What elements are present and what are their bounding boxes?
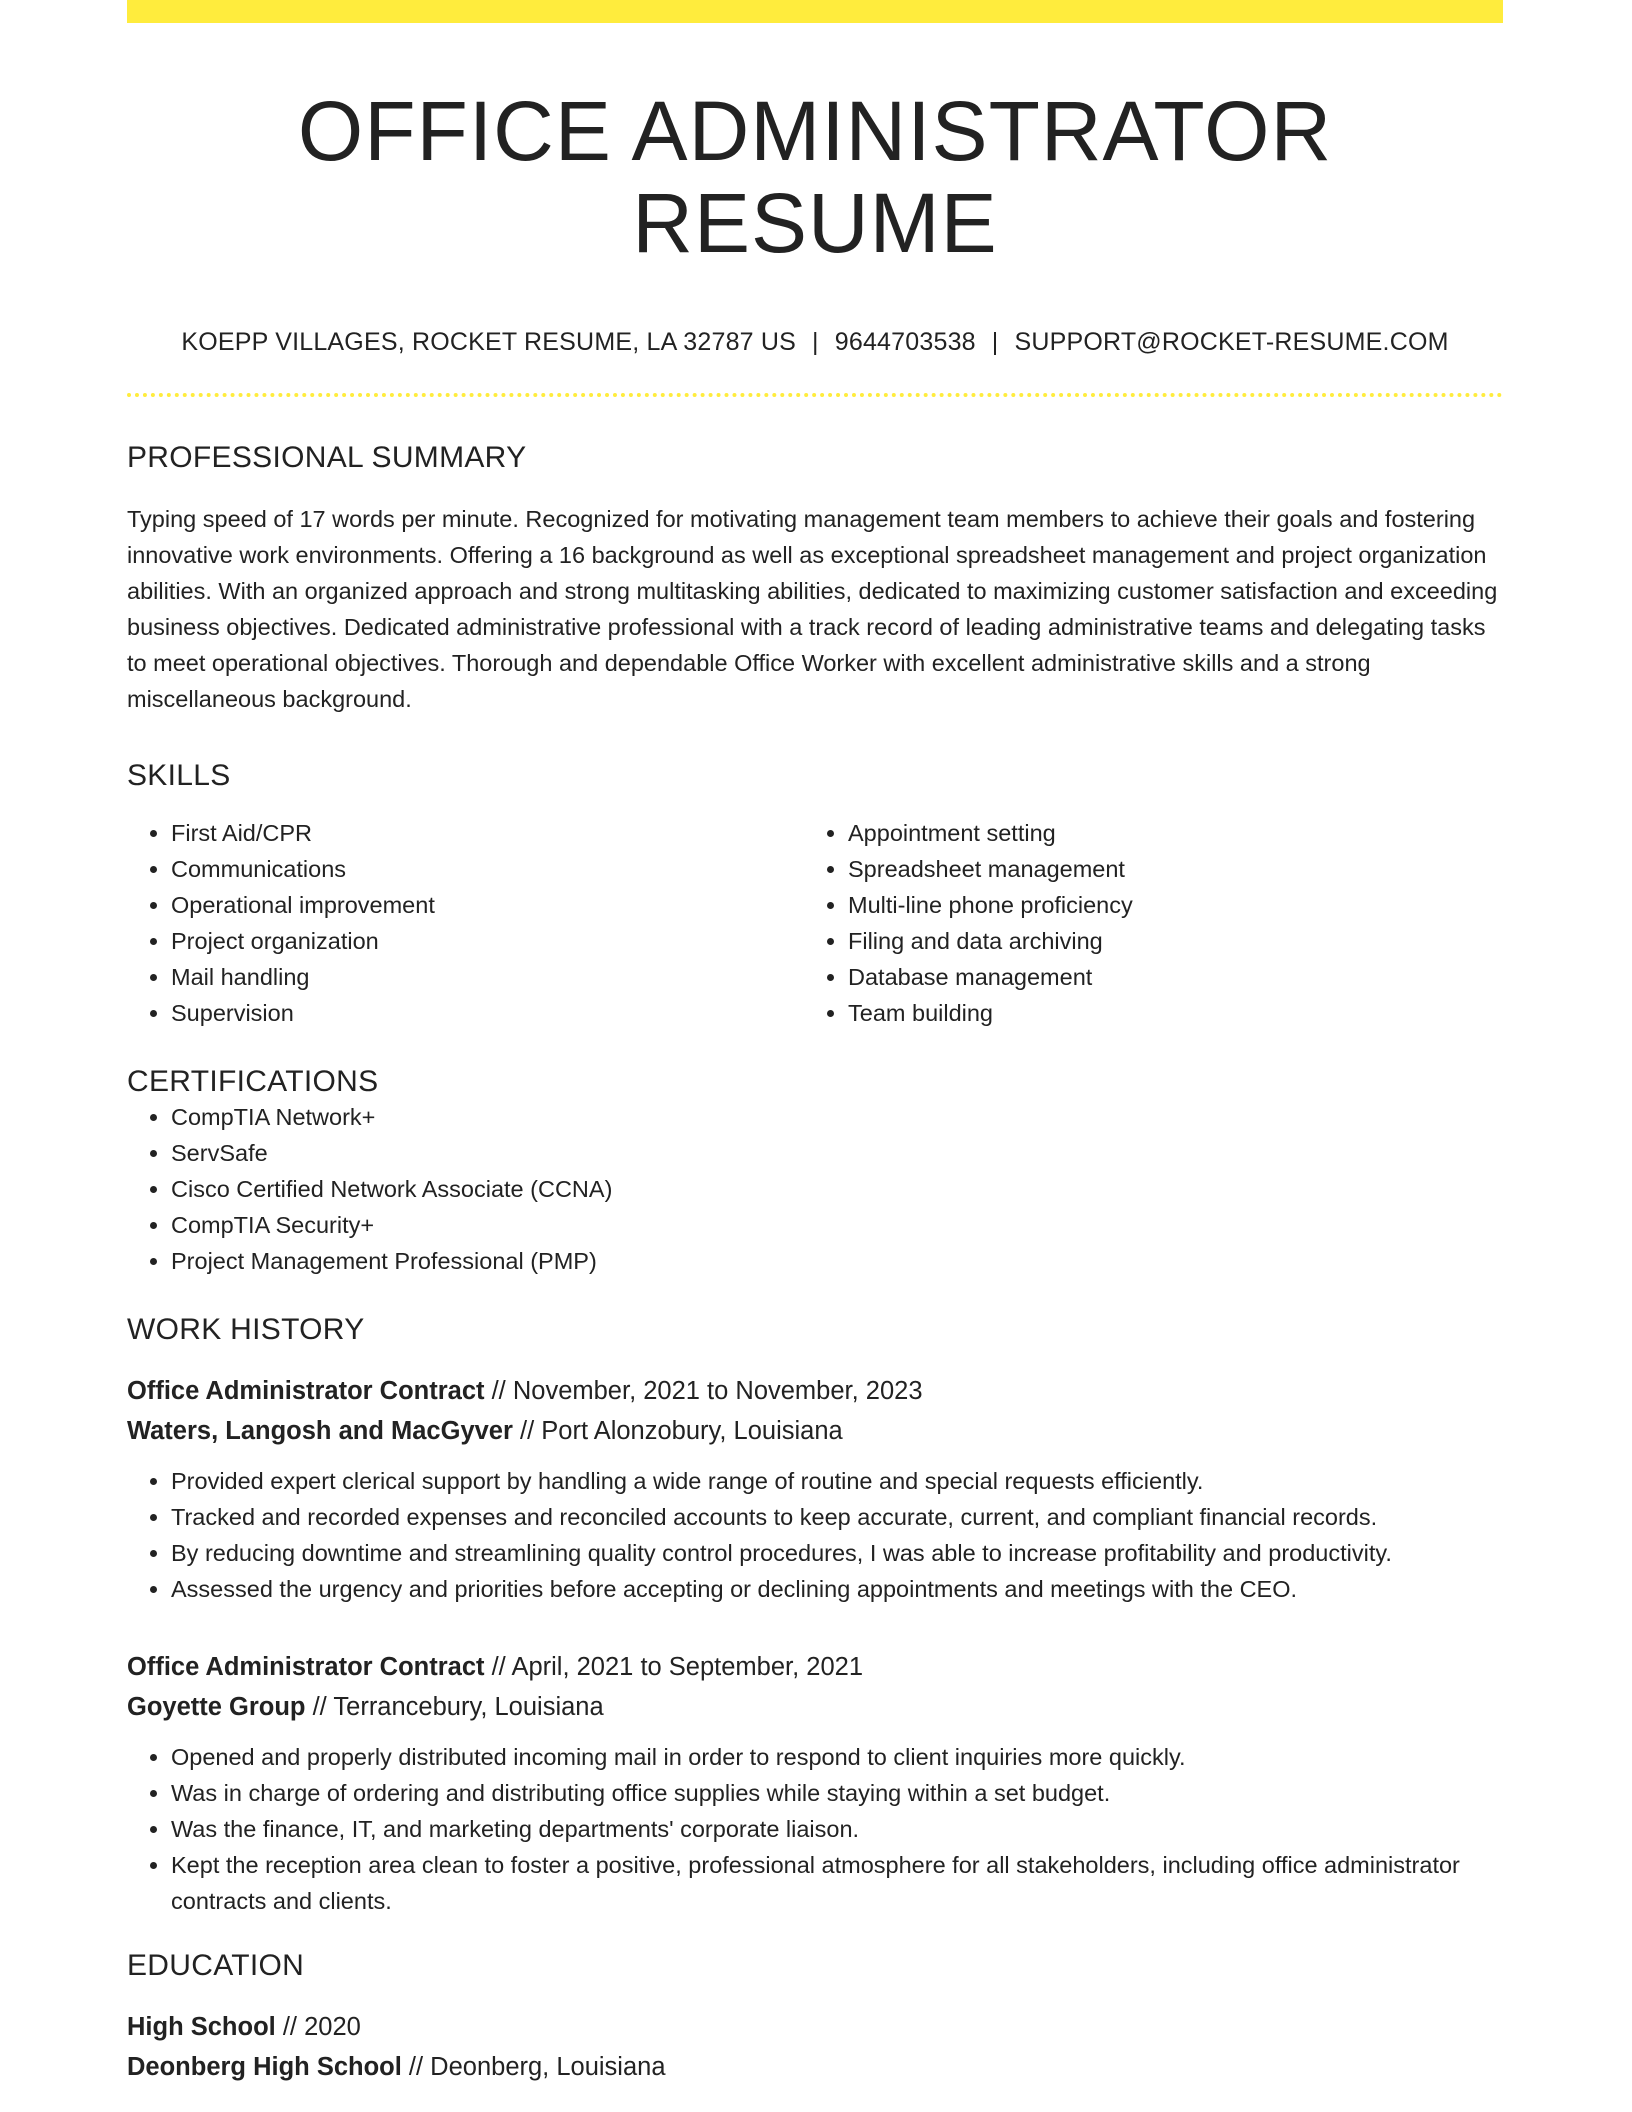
skills-column-left — [127, 815, 804, 1031]
contact-email: SUPPORT@ROCKET-RESUME.COM — [1014, 327, 1449, 356]
skill-item: • Communications — [171, 851, 804, 887]
skill-item: • Team building — [848, 995, 1481, 1031]
job-duties-list — [127, 1463, 1503, 1607]
job-dates: // November, 2021 to November, 2023 — [484, 1376, 923, 1405]
job-location: // Port Alonzobury, Louisiana — [512, 1416, 843, 1445]
contact-address: KOEPP VILLAGES, ROCKET RESUME, LA 32787 US — [181, 327, 797, 356]
job-duty: • Was in charge of ordering and distributing office supplies while staying within a set budget. — [171, 1775, 1503, 1811]
job-duty: • Opened and properly distributed incoming mail in order to respond to client inquiries more quickly. — [171, 1739, 1503, 1775]
header-divider — [127, 393, 1503, 397]
job-dates: // April, 2021 to September, 2021 — [484, 1652, 864, 1681]
education-entry — [127, 2007, 1503, 2087]
contact-phone: 9644703538 — [834, 327, 976, 356]
job-company-line — [127, 1687, 1503, 1727]
education-school: Deonberg High School — [127, 2052, 402, 2081]
education-degree-line — [127, 2007, 1503, 2047]
top-accent-bar — [127, 0, 1503, 23]
job-company: Goyette Group — [127, 1692, 306, 1721]
skill-item: • First Aid/CPR — [171, 815, 804, 851]
job-duty: • Kept the reception area clean to foster a positive, professional atmosphere for all stakeholders, including office administrator contracts and clients. — [171, 1847, 1503, 1919]
work-history-heading: WORK HISTORY — [127, 1312, 365, 1346]
job-duty: • Provided expert clerical support by handling a wide range of routine and special requests efficiently. — [171, 1463, 1503, 1499]
certification-item: • Cisco Certified Network Associate (CCNA) — [171, 1171, 1503, 1207]
job-company: Waters, Langosh and MacGyver — [127, 1416, 513, 1445]
skill-item: • Spreadsheet management — [848, 851, 1481, 887]
resume-page — [127, 0, 1503, 2087]
job-duty: • Was the finance, IT, and marketing departments' corporate liaison. — [171, 1811, 1503, 1847]
job-duty: • Tracked and recorded expenses and reconciled accounts to keep accurate, current, and compliant financial records. — [171, 1499, 1503, 1535]
education-location: // Deonberg, Louisiana — [401, 2052, 666, 2081]
certifications-list — [127, 1099, 1503, 1279]
resume-title: OFFICE ADMINISTRATOR RESUME — [297, 84, 1333, 271]
job-company-line — [127, 1411, 1503, 1451]
skill-item: • Database management — [848, 959, 1481, 995]
skills-column-right — [804, 815, 1481, 1031]
job-title-line — [127, 1647, 1503, 1687]
certification-item: • ServSafe — [171, 1135, 1503, 1171]
skill-item: • Multi-line phone proficiency — [848, 887, 1481, 923]
job-title: Office Administrator Contract — [127, 1376, 485, 1405]
summary-text: Typing speed of 17 words per minute. Recognized for motivating management team members to achieve their goals and fostering innovative work environments. Offering a 16 background as well as exceptional spreadsheet management and project organization abilities. With an organized approach and strong multitasking abilities, dedicated to maximizing customer satisfaction and exceeding business objectives. Dedicated administrative professional with a track record of leading administrative teams and delegating tasks to meet operational objectives. Thorough and dependable Office Worker with excellent administrative skills and a strong miscellaneous background. — [127, 505, 1498, 712]
skills-grid — [127, 815, 1503, 1031]
certifications-heading: CERTIFICATIONS — [127, 1064, 379, 1098]
job-duties-list — [127, 1739, 1503, 1919]
skills-heading: SKILLS — [127, 758, 231, 792]
job-location: // Terrancebury, Louisiana — [305, 1692, 604, 1721]
skill-item: • Supervision — [171, 995, 804, 1031]
education-heading: EDUCATION — [127, 1948, 305, 1982]
skill-item: • Mail handling — [171, 959, 804, 995]
skill-item: • Filing and data archiving — [848, 923, 1481, 959]
job-duty: • Assessed the urgency and priorities before accepting or declining appointments and meetings with the CEO. — [171, 1571, 1503, 1607]
contact-line — [127, 328, 1503, 357]
skill-item: • Project organization — [171, 923, 804, 959]
job-title: Office Administrator Contract — [127, 1652, 485, 1681]
skill-item: • Operational improvement — [171, 887, 804, 923]
job-duty: • By reducing downtime and streamlining quality control procedures, I was able to increase profitability and productivity. — [171, 1535, 1503, 1571]
certification-item: • CompTIA Security+ — [171, 1207, 1503, 1243]
certification-item: • Project Management Professional (PMP) — [171, 1243, 1503, 1279]
contact-separator: | — [991, 327, 999, 356]
skills-list-left — [171, 815, 804, 1031]
job-entry — [127, 1647, 1503, 1919]
contact-separator: | — [812, 327, 819, 356]
education-school-line — [127, 2047, 1503, 2087]
summary-heading: PROFESSIONAL SUMMARY — [127, 440, 527, 474]
job-entry — [127, 1371, 1503, 1607]
education-year: // 2020 — [275, 2012, 361, 2041]
certification-item: • CompTIA Network+ — [171, 1099, 1503, 1135]
education-degree: High School — [127, 2012, 276, 2041]
skills-list-right — [848, 815, 1481, 1031]
job-title-line — [127, 1371, 1503, 1411]
skill-item: • Appointment setting — [848, 815, 1481, 851]
